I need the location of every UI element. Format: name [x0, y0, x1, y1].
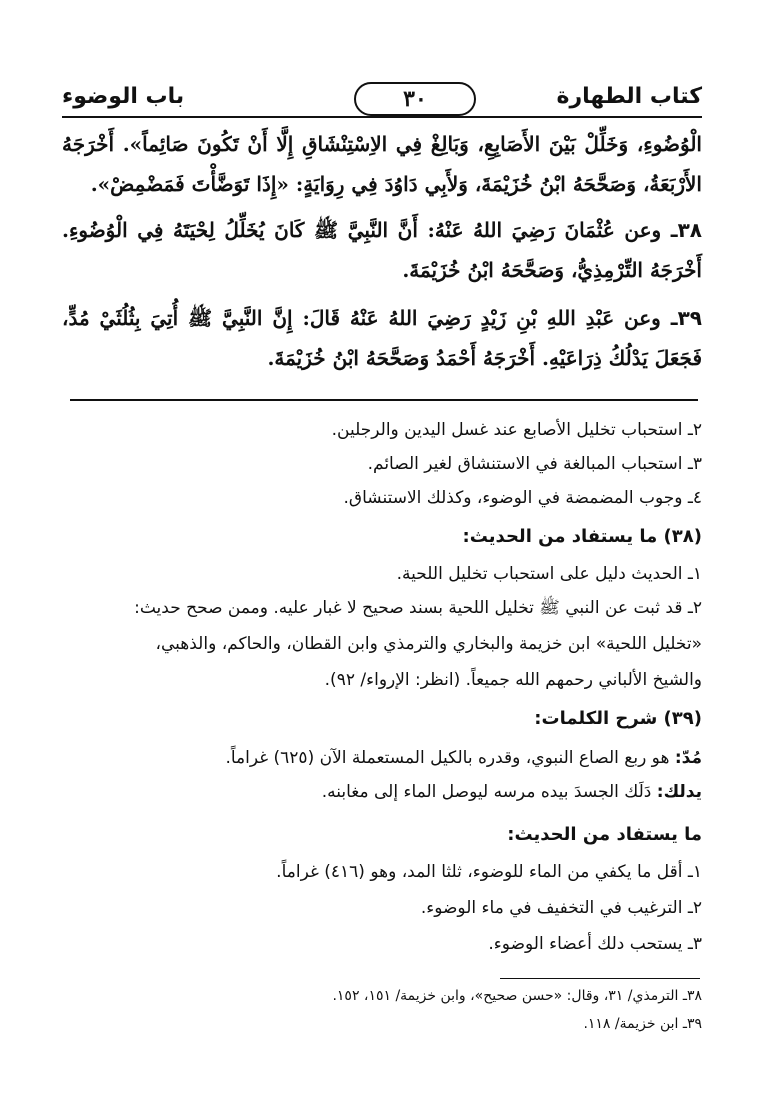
word-term: مُدّ:: [674, 748, 702, 768]
commentary-item: ١ـ الحديث دليل على استحباب تخليل اللحية.: [396, 564, 702, 584]
hadith-text: الْوُضُوءِ، وَخَلِّلْ بَيْنَ الأَصَابِعِ، وَبَالِغْ فِي الاِسْتِنْشَاقِ إِلَّا أَنْ تَكُونَ صَائِماً». أَخْرَجَهُ الأَرْبَعَةُ، وَصَحَّحَهُ ابْنُ خُزَيْمَةَ، وَلأَبِي دَاوُدَ فِي رِوَايَةٍ: «إِذَا تَوَضَّأْتَ فَمَضْمِضْ».: [62, 132, 702, 196]
words-heading-39: (٣٩) شرح الكلمات:: [534, 708, 702, 729]
page-number: ٣٠: [354, 82, 476, 116]
hadith-number: ٣٨ـ: [670, 218, 702, 242]
benefits-heading-39: ما يستفاد من الحديث:: [507, 824, 702, 845]
book-title: كتاب الطهارة: [556, 84, 702, 109]
commentary-item: «تخليل اللحية» ابن خزيمة والبخاري والترمذي وابن القطان، والحاكم، والذهبي،: [155, 634, 702, 654]
footnote: ٣٨ـ الترمذي/ ٣١، وقال: «حسن صحيح»، وابن خزيمة/ ١٥١، ١٥٢.: [332, 988, 702, 1004]
benefits-heading-38: (٣٨) ما يستفاد من الحديث:: [462, 526, 702, 547]
chapter-title: باب الوضوء: [62, 84, 185, 109]
word-def: دَلَك الجسدَ بيده مرسه ليوصل الماء إلى مغابنه.: [321, 782, 657, 802]
commentary-item: ٣ـ يستحب دلك أعضاء الوضوء.: [488, 934, 702, 954]
hadith-number: ٣٩ـ: [670, 306, 702, 330]
footnote-rule: [500, 978, 700, 979]
commentary-item: ٢ـ الترغيب في التخفيف في ماء الوضوء.: [420, 898, 702, 918]
commentary-item: والشيخ الألباني رحمهم الله جميعاً. (انظر: الإرواء/ ٩٢).: [324, 670, 702, 690]
section-divider: [70, 399, 698, 401]
word-definition: [62, 780, 702, 804]
hadith-38: [62, 210, 702, 290]
hadith-39: [62, 298, 702, 378]
word-def: هو ربع الصاع النبوي، وقدره بالكيل المستعملة الآن (٦٢٥) غراماً.: [225, 748, 675, 768]
word-definition: [62, 746, 702, 770]
hadith-text: وعن عُثْمَانَ رَضِيَ اللهُ عَنْهُ: أَنَّ النَّبِيَّ ﷺ كَانَ يُخَلِّلُ لِحْيَتَهُ فِي الْوُضُوءِ. أَخْرَجَهُ التِّرْمِذِيُّ، وَصَحَّحَهُ ابْنُ خُزَيْمَةَ.: [62, 218, 702, 282]
word-term: يدلك:: [656, 782, 702, 802]
commentary-item: ١ـ أقل ما يكفي من الماء للوضوء، ثلثا المد، وهو (٤١٦) غراماً.: [276, 862, 702, 882]
page-header: [62, 80, 702, 120]
hadith-text: وعن عَبْدِ اللهِ بْنِ زَيْدٍ رَضِيَ اللهُ عَنْهُ قَالَ: إِنَّ النَّبِيَّ ﷺ أُتِيَ بِثُلُثَيْ مُدٍّ، فَجَعَلَ يَدْلُكُ ذِرَاعَيْهِ. أَخْرَجَهُ أَحْمَدُ وَصَحَّحَهُ ابْنُ خُزَيْمَةَ.: [62, 306, 702, 370]
hadith-37-continuation: [62, 124, 702, 204]
commentary-item: ٣ـ استحباب المبالغة في الاستنشاق لغير الصائم.: [367, 454, 702, 474]
commentary-item: ٢ـ قد ثبت عن النبي ﷺ تخليل اللحية بسند صحيح لا غبار عليه. وممن صحح حديث:: [134, 598, 702, 618]
commentary-item: ٤ـ وجوب المضمضة في الوضوء، وكذلك الاستنشاق.: [343, 488, 702, 508]
commentary-item: ٢ـ استحباب تخليل الأصابع عند غسل اليدين والرجلين.: [331, 420, 702, 440]
footnote: ٣٩ـ ابن خزيمة/ ١١٨.: [583, 1016, 702, 1032]
header-rule: [62, 116, 702, 118]
